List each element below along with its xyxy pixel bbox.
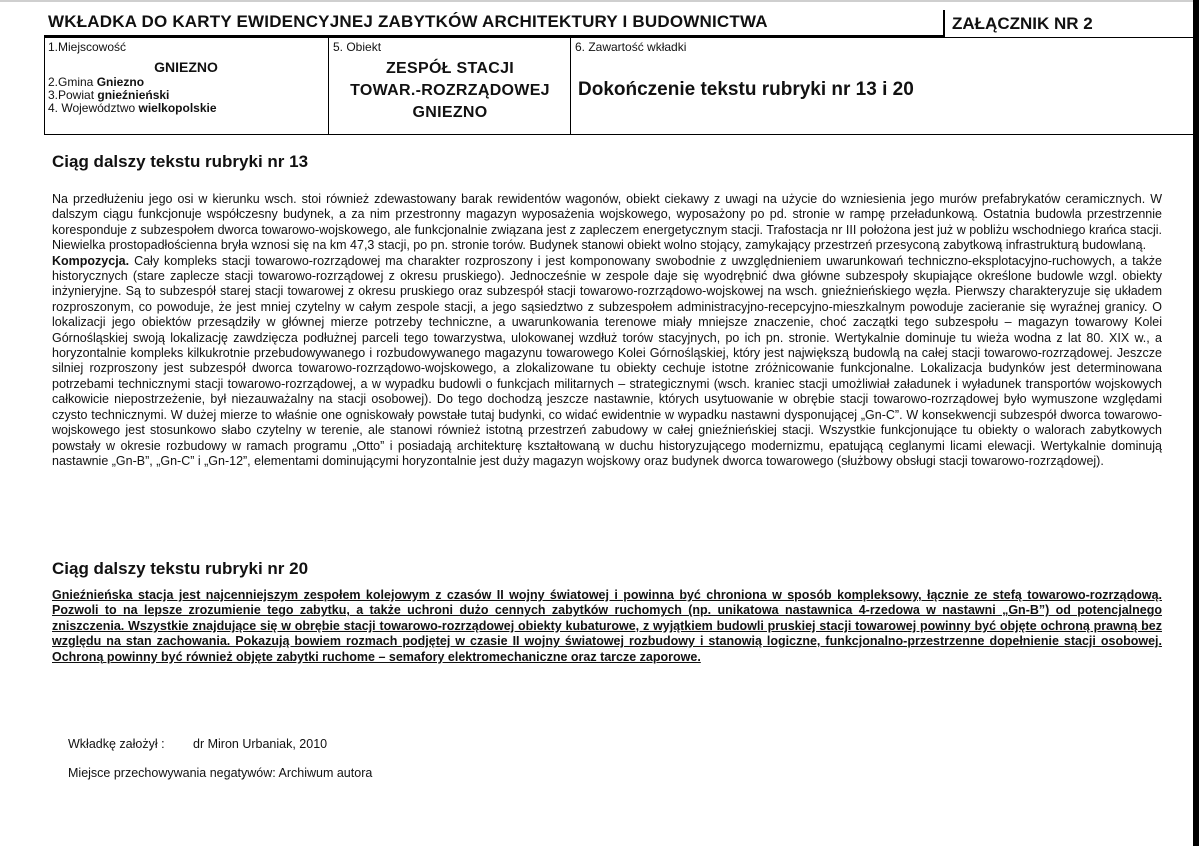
place-name: GNIEZNO	[154, 59, 218, 75]
gmina-value: Gniezno	[96, 75, 145, 89]
contents-cell	[575, 40, 1175, 101]
object-line-3: GNIEZNO	[412, 104, 488, 121]
gmina-label: 2.Gmina	[48, 75, 97, 89]
location-label: 1.Miejscowość	[48, 40, 127, 54]
section-13-body	[52, 192, 1162, 469]
object-line-1: ZESPÓŁ STACJI	[385, 60, 515, 77]
section-20-body	[52, 588, 1162, 665]
wojewodztwo-label: 4. Województwo	[48, 101, 139, 115]
author-value: dr Miron Urbaniak, 2010	[193, 737, 328, 751]
table-border-left	[44, 37, 45, 134]
object-cell	[333, 40, 567, 124]
composition-lead: Kompozycja.	[52, 253, 130, 268]
table-divider-2	[570, 37, 571, 134]
object-line-2: TOWAR.-ROZRZĄDOWEJ	[350, 82, 550, 99]
author-label: Wkładkę założył :	[68, 737, 165, 751]
table-border-top	[44, 37, 1195, 38]
location-cell	[48, 40, 324, 115]
powiat-label: 3.Powiat	[48, 88, 98, 102]
scan-edge-top	[0, 0, 1199, 2]
contents-value: Dokończenie tekstu rubryki nr 13 i 20	[578, 79, 914, 100]
composition-text: Cały kompleks stacji towarowo-rozrządowej ma charakter rozproszony i jest komponowany swobodnie z uwzględnieniem uwarunkowań techniczno-eksplotacyjno-ruchowych, a także historycznych (stare zaplecze stacji towarowo-rozrządowej z okresu pruskiego). Jednocześnie w zespole daje się wyodrębnić dwa główne subzespoły skupiające określone budowle wzgl. obiekty inżynieryjne. Są to subzespół starej stacji towarowej z okresu pruskiego oraz subzespół stacji towarowo-rozrządowo-wojskowej na wsch. gnieźnieńskiego węzła. Pierwszy charakteryzuje się układem rozproszonym, co powoduje, że jest mniej czytelny w całym zespole stacji, a jego sąsiedztwo z subzespołem administracyjno-recepcyjno-mieszkalnym powoduje zacieranie się wyraźnej granicy. O lokalizacji jego obiektów przesądziły w głównej mierze potrzeby techniczne, a uwarunkowania terenowe miały mniejsze znaczenie, choć zaczątki tego subzespołu – magazyn towarowy Kolei Górnośląskiej swoją lokalizację zawdzięcza podłużnej parceli tego towarzystwa, ulokowanej wzdłuż torów stacyjnych, po ich pn. stronie. Wertykalnie dominuje tu wieża wodna z lat 80. XIX w., a horyzontalnie kompleks kilkukrotnie przebudowywanego i rozbudowywanego magazynu towarowego Kolei Górnośląskiej, który jest największą budowlą na całej stacji towarowo-rozrządowej. Jeszcze silniej rozproszony jest subzespół dworca towarowo-rozrządowo-wojskowego, a zlokalizowane tu obiekty cechuje istotne zróżnicowanie funkcjonalne. Lokalizacja budynków jest determinowana potrzebami technicznymi stacji towarowo-rozrządowej, a w wypadku budowli o funkcjach militarnych – strategicznymi (wsch. kraniec stacji umożliwiał załadunek i wyładunek transportów wojskowych całkowicie niepostrzeżenie, był niezauważalny na stacji osobowej). Do tego dochodzą jeszcze nastawnie, których usytuowanie w obrębie stacji towarowo-rozrządowej było wymuszone względami czysto technicznymi. W dużej mierze to właśnie one ogniskowały powstałe tutaj budynki, co widać ewidentnie w wypadku nastawni dysponującej „Gn-C”. W konsekwencji subzespół dworca towarowo-wojskowego jest stosunkowo słabo czytelny w terenie, ale stanowi również istotną przestrzeń zabudowy w całej gnieźnieńskiej stacji. Wszystkie funkcjonujące tu obiekty o walorach zabytkowych powstały w okresie rozbudowy w ramach programu „Otto” i posiadają architekturę kształtowaną w duchu historyzującego modernizmu, epatującą ceglanymi licami elewacji. Wertykalnie dominują nastawnie „Gn-B”, „Gn-C” i „Gn-12”, elementami dominującymi horyzontalnie jest duży magazyn wojskowy oraz budynek dworca towarowego (służbowy obsługi stacji towarowo-rozrządowej).	[52, 253, 1162, 468]
table-border-bottom	[44, 134, 1195, 135]
table-border-right	[1194, 37, 1195, 134]
powiat-value: gnieźnieński	[97, 88, 170, 102]
wojewodztwo-value: wielkopolskie	[138, 101, 217, 115]
section-20-paragraph: Gnieźnieńska stacja jest najcenniejszym zespołem kolejowym z czasów II wojny światowej i powinna być chroniona w sposób kompleksowy, łącznie ze stefą towarowo-rozrządową. Pozwoli to na lepsze zrozumienie tego zabytku, a także uchroni dużo cennych zabytków ruchomych (np. unikatowa nastawnica 4-rzedowa w nastawni „Gn-B”) od potencjalnego zniszczenia. Wszystkie znajdujące się w obrębie stacji towarowo-rozrządowej obiekty kubaturowe, z wyjątkiem budowli pruskiej stacji towarowej powinny być objęte ochroną prawną bez względu na stan zachowania. Pokazują bowiem rozmach podjętej w czasie II wojny światowej rozbudowy i stanowią logiczne, funkcjonalno-przestrzenne dopełnienie stacji osobowej. Ochroną powinny być również objęte zabytki ruchome – semafory elektromechaniczne oraz tarcze zaporowe.	[52, 588, 1162, 664]
form-title: WKŁADKA DO KARTY EWIDENCYJNEJ ZABYTKÓW ARCHITEKTURY I BUDOWNICTWA	[48, 12, 768, 31]
object-name	[333, 58, 567, 124]
table-divider-1	[328, 37, 329, 134]
attachment-number: ZAŁĄCZNIK NR 2	[952, 14, 1093, 33]
wojewodztwo-line	[48, 102, 324, 115]
section-20-heading: Ciąg dalszy tekstu rubryki nr 20	[52, 559, 309, 578]
contents-label: 6. Zawartość wkładki	[575, 40, 687, 54]
section-13-paragraph-2	[52, 254, 1162, 470]
attachment-divider	[943, 10, 945, 37]
object-label: 5. Obiekt	[333, 40, 382, 54]
section-13-heading: Ciąg dalszy tekstu rubryki nr 13	[52, 152, 309, 171]
negative-storage: Miejsce przechowywania negatywów: Archiwum autora	[68, 766, 373, 780]
section-13-paragraph-1: Na przedłużeniu jego osi w kierunku wsch. stoi również zdewastowany barak rewidentów wagonów, obiekt ciekawy z uwagi na użycie do wzniesienia jego murów prefabrykatów ceramicznych. W dalszym ciągu funkcjonuje współczesny budynek, a za nim przestronny magazyn wyposażenia wojskowego, wyposażony po pd. stronie w rampę przeładunkową. Ostatnia budowla przestrzennie koresponduje z subzespołem dworca towarowo-wojskowego, ale funkcjonalnie związana jest z zapleczem energetycznym stacji. Trafostacja nr III położona jest już w pobliżu wschodniego krańca stacji. Niewielka prostopadłościenna bryła wznosi się na km 47,3 stacji, po pn. stronie torów. Budynek stanowi obiekt wolno stojący, zamykający przestrzeń przesyconą zabytkową infrastrukturą budowlaną.	[52, 192, 1162, 253]
